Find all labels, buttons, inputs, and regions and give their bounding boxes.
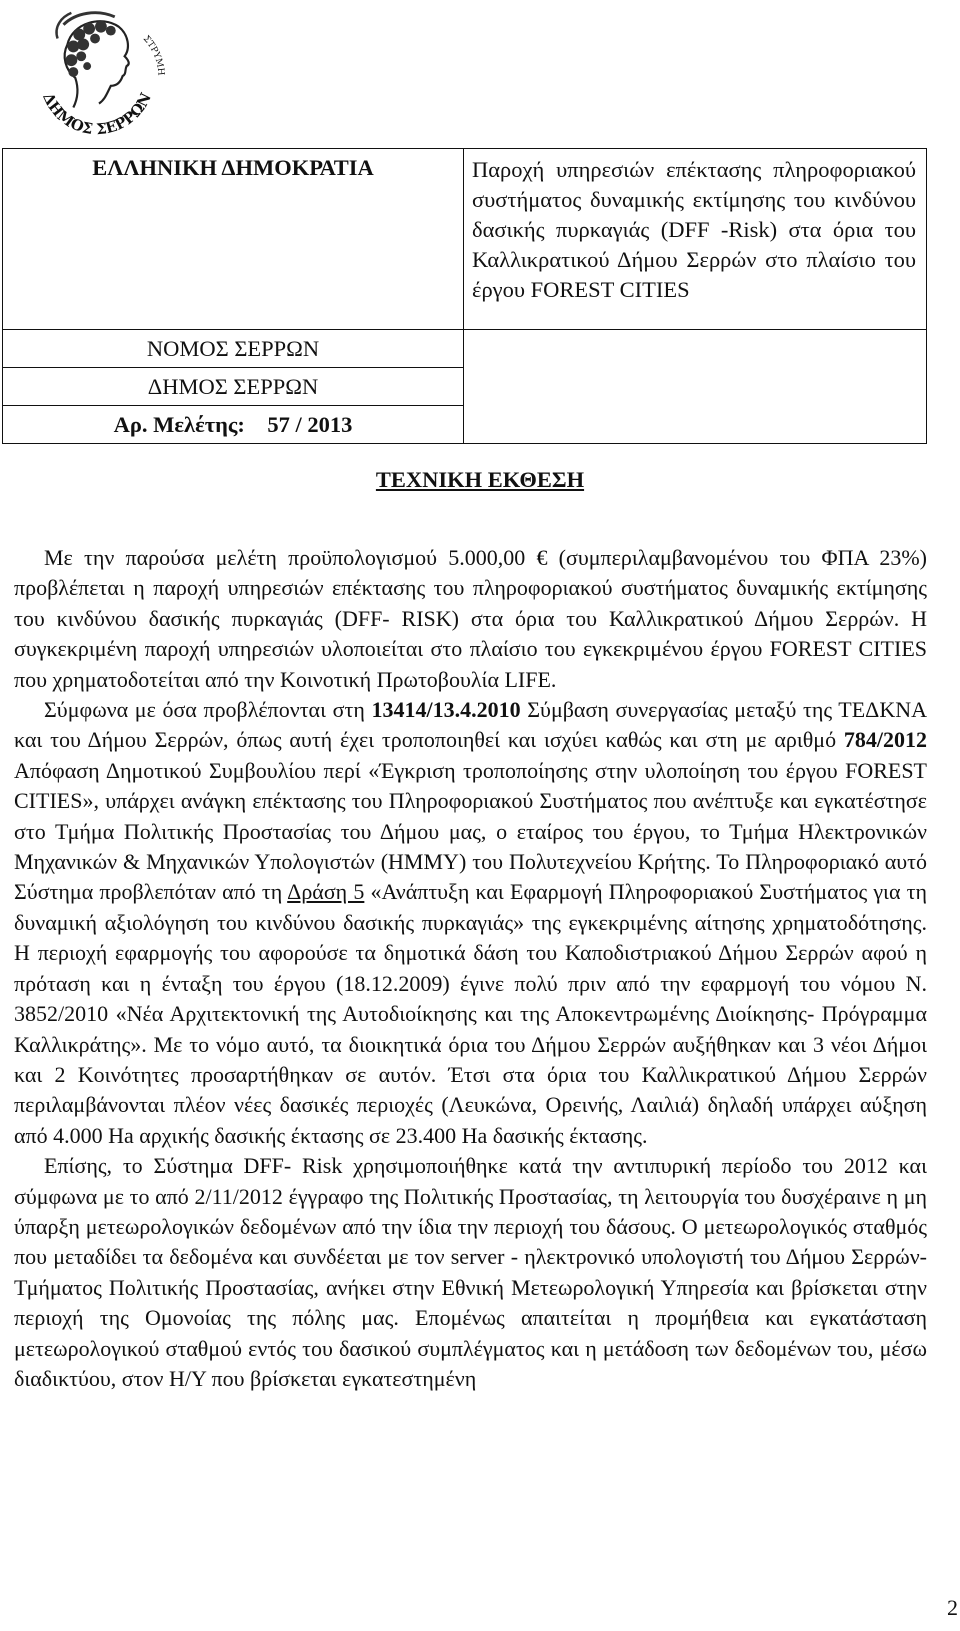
svg-text:ΔΗΜΟΣ ΣΕΡΡΩΝ: ΔΗΜΟΣ ΣΕΡΡΩΝ (39, 90, 155, 139)
paragraph-2: Σύμφωνα με όσα προβλέπονται στη 13414/13.4.2010 Σύμβαση συνεργασίας μεταξύ της ΤΕΔΚΝΑ και του Δήμου Σερρών, όπως αυτή έχει τροποποιηθεί και ισχύει καθώς και στη με αριθμό 784/2012 Απόφαση Δημοτικού Συμβουλίου περί «Έγκριση τροποποίησης στην υλοποίηση του έργου FOREST CITIES», υπάρχει ανάγκη επέκτασης του Πληροφοριακού Συστήματος που ανέπτυξε και εγκατέστησε στο Τμήμα Πολιτικής Προστασίας του Δήμου μας, ο εταίρος του έργου, το Τμήμα Ηλεκτρονικών Μηχανικών & Μηχανικών Υπολογιστών (ΗΜΜΥ) του Πολυτεχνείου Κρήτης. Το Πληροφοριακό αυτό Σύστημα προβλεπόταν από τη Δράση 5 «Ανάπτυξη και Εφαρμογή Πληροφοριακού Συστήματος για τη δυναμική αξιολόγηση του κινδύνου δασικής πυρκαγιάς» της εγκεκριμένης αίτησης χρηματοδότησης. Η περιοχή εφαρμογής του αφορούσε τα δημοτικά δάση του Καποδιστριακού Δήμου Σερρών αφού η πρόταση και η ένταξη του έργου (18.12.2009) έγινε πολύ πριν από την εφαρμογή του νόμου Ν. 3852/2010 «Νέα Αρχιτεκτονική της Αυτοδιοίκησης και της Αποκεντρωμένης Διοίκησης- Πρόγραμμα Καλλικράτης». Με το νόμο αυτό, τα διοικητικά όρια του Δήμου Σερρών αυξήθηκαν και 3 νέοι Δήμοι και 2 Κοινότητες προσαρτήθηκαν σε αυτόν. Έτσι στα όρια του Καλλικρατικού Δήμου Σερρών περιλαμβάνονται πλέον νέες δασικές περιοχές (Λευκώνα, Ορεινής, Λαιλιά) δηλαδή υπάρχει αύξηση από 4.000 Ha αρχικής δασικής έκτασης σε 23.400 Ha δασικής έκτασης. (14, 697, 927, 1148)
study-number-row (3, 406, 464, 444)
study-number: 57 / 2013 (267, 412, 353, 437)
svg-text:ΣΤΡΥΜΗ: ΣΤΡΥΜΗ (140, 34, 166, 76)
document-title: ΤΕΧΝΙΚΗ ΕΚΘΕΣΗ (375, 467, 585, 492)
contract-number: 13414/13.4.2010 (371, 697, 521, 723)
municipality-logo (28, 4, 166, 144)
action-reference: Δράση 5 (287, 879, 365, 905)
prefecture: ΝΟΜΟΣ ΣΕΡΡΩΝ (3, 330, 464, 368)
page-number: 2 (947, 1595, 958, 1620)
header-right-empty-cell (464, 330, 927, 444)
country-name: ΕΛΛΗΝΙΚΗ ΔΗΜΟΚΡΑΤΙΑ (92, 155, 374, 180)
study-label: Αρ. Μελέτης: (113, 412, 245, 437)
decision-number: 784/2012 (843, 727, 927, 753)
paragraph-3: Επίσης, το Σύστημα DFF- Risk χρησιμοποιήθηκε κατά την αντιπυρική περίοδο του 2012 και σύμφωνα με το από 2/11/2012 έγγραφο της Πολιτικής Προστασίας, τη λειτουργία του δυσχέραινε η μη ύπαρξη μετεωρολογικών δεδομένων από την ίδια την περιοχή του δάσους. Ο μετεωρολογικός σταθμός που μεταδίδει τα δεδομένα και συνδέεται με τον server - ηλεκτρονικό υπολογιστή του Δήμου Σερρών-Τμήματος Πολιτικής Προστασίας, ανήκει στην Εθνική Μετεωρολογική Υπηρεσία και βρίσκεται στην περιοχή της Ομονοίας της πόλης μας. Επομένως απαιτείται η προμήθεια και εγκατάσταση μετεωρολογικού σταθμού εντός του δασικού συμπλέγματος και η μετάδοση των δεδομένων του, μέσω διαδικτύου, στον Η/Υ που βρίσκεται εγκατεστημένη (14, 1153, 927, 1391)
document-body (14, 543, 927, 1394)
paragraph-1: Με την παρούσα μελέτη προϋπολογισμού 5.000,00 € (συμπεριλαμβανομένου του ΦΠΑ 23%) προβλέπεται η παροχή υπηρεσιών επέκτασης του πληροφοριακού συστήματος δυναμικής εκτίμησης του κινδύνου δασικής πυρκαγιάς (DFF- RISK) στα όρια του Καλλικρατικού Δήμου Σερρών. Η συγκεκριμένη παροχή υπηρεσιών υλοποιείται στο πλαίσιο του εγκεκριμένου έργου FOREST CITIES που χρηματοδοτείται από την Κοινοτική Πρωτοβουλία LIFE. (14, 545, 927, 692)
header-table (2, 148, 927, 444)
municipality: ΔΗΜΟΣ ΣΕΡΡΩΝ (3, 368, 464, 406)
project-title: Παροχή υπηρεσιών επέκτασης πληροφοριακού συστήματος δυναμικής εκτίμησης του κινδύνου δασικής πυρκαγιάς (DFF -Risk) στα όρια του Καλλικρατικού Δήμου Σερρών στο πλαίσιο του έργου FOREST CITIES (464, 149, 927, 330)
header-left-cell (3, 149, 464, 330)
